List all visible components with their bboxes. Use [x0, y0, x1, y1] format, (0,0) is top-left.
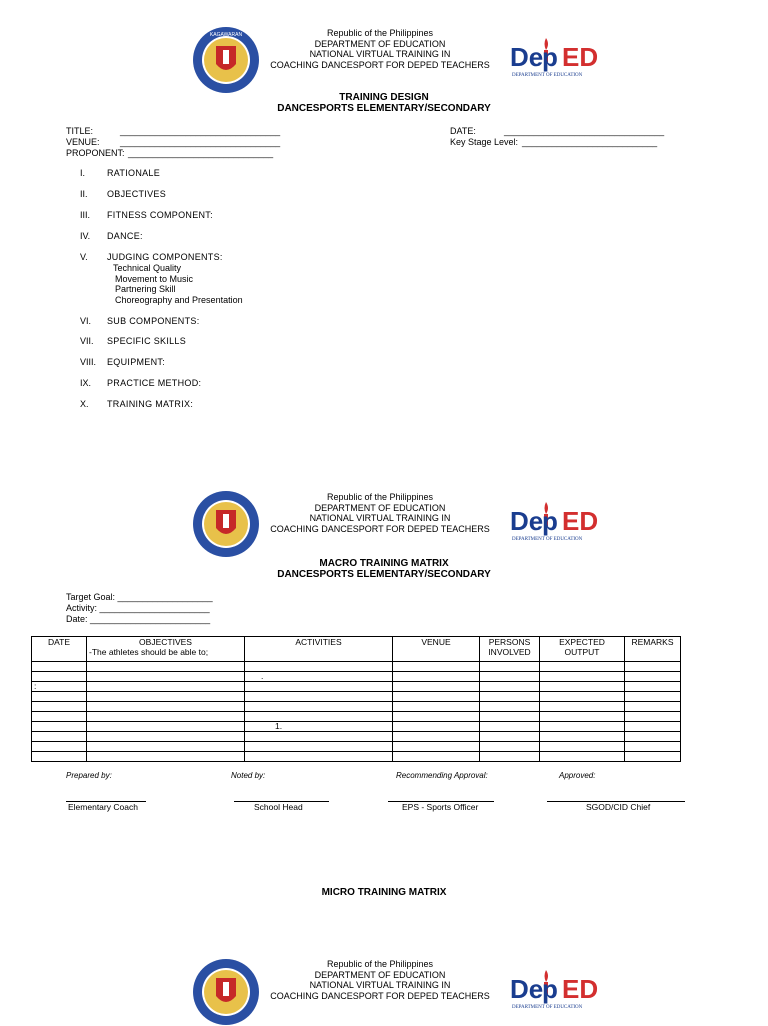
macro-date-field	[66, 614, 210, 625]
deped-seal-icon	[192, 490, 260, 558]
school-head-role: School Head	[254, 802, 303, 812]
column-header: ACTIVITIES	[245, 637, 393, 662]
macro-matrix-title: MACRO TRAINING MATRIX	[319, 558, 449, 569]
table-row	[32, 692, 681, 702]
table-cell-dot[interactable]: .	[245, 672, 393, 682]
svg-text:KAGAWARAN: KAGAWARAN	[209, 32, 243, 38]
header-line-1: Republic of the Philippines	[326, 492, 434, 502]
table-header-row	[32, 637, 681, 662]
judging-sub-item: Technical Quality	[113, 263, 182, 273]
header-line-2: DEPARTMENT OF EDUCATION	[314, 969, 446, 980]
outline-item-objectives: OBJECTIVES	[107, 189, 167, 199]
header-line-3: NATIONAL VIRTUAL TRAINING IN	[309, 49, 451, 59]
column-header: PERSONS INVOLVED	[480, 637, 540, 662]
svg-text:DEPARTMENT OF EDUCATION: DEPARTMENT OF EDUCATION	[512, 537, 583, 542]
outline-item-equipment: EQUIPMENT:	[107, 357, 166, 367]
outline-num: II.	[80, 189, 88, 199]
svg-text:DEPARTMENT OF EDUCATION: DEPARTMENT OF EDUCATION	[512, 1005, 583, 1010]
title-field-line[interactable]: ________________________________	[120, 126, 281, 136]
outline-num: VIII.	[80, 357, 97, 367]
elementary-coach-role: Elementary Coach	[68, 802, 138, 812]
venue-field-label: VENUE:	[66, 137, 100, 147]
judging-sub-item: Choreography and Presentation	[115, 294, 243, 305]
judging-sub-item: Movement to Music	[115, 273, 194, 284]
header-line-4: COACHING DANCESPORT FOR DEPED TEACHERS	[270, 523, 490, 534]
deped-seal-icon	[192, 958, 260, 1026]
svg-text:p: p	[542, 42, 558, 72]
table-row	[32, 702, 681, 712]
outline-num: VII.	[80, 336, 94, 346]
training-design-title: TRAINING DESIGN	[339, 92, 429, 103]
table-cell-one[interactable]: 1.	[245, 722, 393, 732]
activity-line[interactable]: ______________________	[99, 603, 210, 613]
proponent-field-line[interactable]: _____________________________	[128, 148, 274, 158]
sgod-cid-chief-role: SGOD/CID Chief	[586, 802, 651, 812]
svg-text:De: De	[510, 506, 544, 536]
outline-num: III.	[80, 210, 91, 220]
column-header: DATE	[32, 637, 87, 662]
macro-date-label: Date:	[66, 614, 88, 624]
prepared-by-label: Prepared by:	[66, 771, 112, 780]
table-cell-colon[interactable]: :	[32, 682, 87, 692]
title-field-label: TITLE:	[66, 126, 94, 136]
table-row	[32, 742, 681, 752]
header-line-4: COACHING DANCESPORT FOR DEPED TEACHERS	[270, 990, 490, 1001]
macro-matrix-subtitle: DANCESPORTS ELEMENTARY/SECONDARY	[277, 569, 491, 580]
svg-text:p: p	[542, 974, 558, 1004]
training-design-subtitle: DANCESPORTS ELEMENTARY/SECONDARY	[277, 103, 491, 114]
outline-item-specific-skills: SPECIFIC SKILLS	[107, 336, 187, 346]
date-field-line[interactable]: ________________________________	[504, 126, 665, 136]
outline-item-judging: JUDGING COMPONENTS:	[107, 252, 223, 262]
outline-num: V.	[80, 252, 88, 262]
table-row	[32, 752, 681, 762]
header-line-3: NATIONAL VIRTUAL TRAINING IN	[309, 513, 451, 523]
header-line-1: Republic of the Philippines	[326, 959, 434, 969]
svg-text:De: De	[510, 42, 544, 72]
table-row	[32, 682, 681, 692]
table-row	[32, 662, 681, 672]
table-row	[32, 672, 681, 682]
svg-text:ED: ED	[562, 506, 599, 536]
table-row	[32, 732, 681, 742]
svg-text:ED: ED	[562, 974, 599, 1004]
key-stage-line[interactable]: ___________________________	[522, 137, 658, 147]
approved-label: Approved:	[559, 771, 596, 780]
header-line-2: DEPARTMENT OF EDUCATION	[314, 502, 446, 513]
column-header: REMARKS	[625, 637, 681, 662]
column-header: VENUE	[393, 637, 480, 662]
outline-item-practice-method: PRACTICE METHOD:	[107, 378, 202, 388]
deped-logo-icon	[508, 498, 618, 546]
outline-item-sub-components: SUB COMPONENTS:	[107, 316, 200, 326]
target-goal-field	[66, 592, 213, 603]
eps-sports-officer-role: EPS - Sports Officer	[402, 802, 479, 812]
deped-logo-icon	[508, 966, 618, 1014]
outline-num: VI.	[80, 316, 92, 326]
macro-date-line[interactable]: ________________________	[90, 614, 211, 624]
header-line-1: Republic of the Philippines	[326, 28, 434, 38]
table-row	[32, 712, 681, 722]
macro-training-table	[31, 636, 681, 762]
header-line-3: NATIONAL VIRTUAL TRAINING IN	[309, 980, 451, 990]
table-row	[32, 722, 681, 732]
svg-text:De: De	[510, 974, 544, 1004]
judging-sub-list	[113, 263, 243, 305]
recommending-approval-label: Recommending Approval:	[396, 771, 488, 780]
date-field-label: DATE:	[450, 126, 476, 136]
svg-text:DEPARTMENT OF EDUCATION: DEPARTMENT OF EDUCATION	[512, 73, 583, 78]
venue-field-line[interactable]: ________________________________	[120, 137, 281, 147]
outline-item-dance: DANCE:	[107, 231, 143, 241]
outline-num: IV.	[80, 231, 91, 241]
outline-item-rationale: RATIONALE	[107, 168, 161, 178]
column-header: OBJECTIVES -The athletes should be able to;	[87, 637, 245, 662]
target-goal-label: Target Goal:	[66, 592, 116, 602]
header-line-4: COACHING DANCESPORT FOR DEPED TEACHERS	[270, 59, 490, 70]
outline-num: IX.	[80, 378, 92, 388]
target-goal-line[interactable]: ___________________	[117, 592, 213, 602]
outline-item-training-matrix: TRAINING MATRIX:	[107, 399, 194, 409]
outline-item-fitness: FITNESS COMPONENT:	[107, 210, 213, 220]
activity-label: Activity:	[66, 603, 98, 613]
svg-text:ED: ED	[562, 42, 599, 72]
key-stage-label: Key Stage Level:	[450, 137, 519, 147]
deped-logo-icon	[508, 34, 618, 82]
objectives-note: -The athletes should be able to;	[89, 647, 209, 657]
outline-num: I.	[80, 168, 86, 178]
activity-field	[66, 603, 210, 614]
micro-matrix-title: MICRO TRAINING MATRIX	[321, 887, 447, 898]
outline-num: X.	[80, 399, 89, 409]
judging-sub-item: Partnering Skill	[115, 284, 176, 294]
header-line-2: DEPARTMENT OF EDUCATION	[314, 38, 446, 49]
column-header: EXPECTED OUTPUT	[540, 637, 625, 662]
noted-by-label: Noted by:	[231, 771, 266, 780]
proponent-field-label: PROPONENT:	[66, 148, 125, 158]
deped-seal-icon	[192, 26, 260, 94]
svg-text:p: p	[542, 506, 558, 536]
